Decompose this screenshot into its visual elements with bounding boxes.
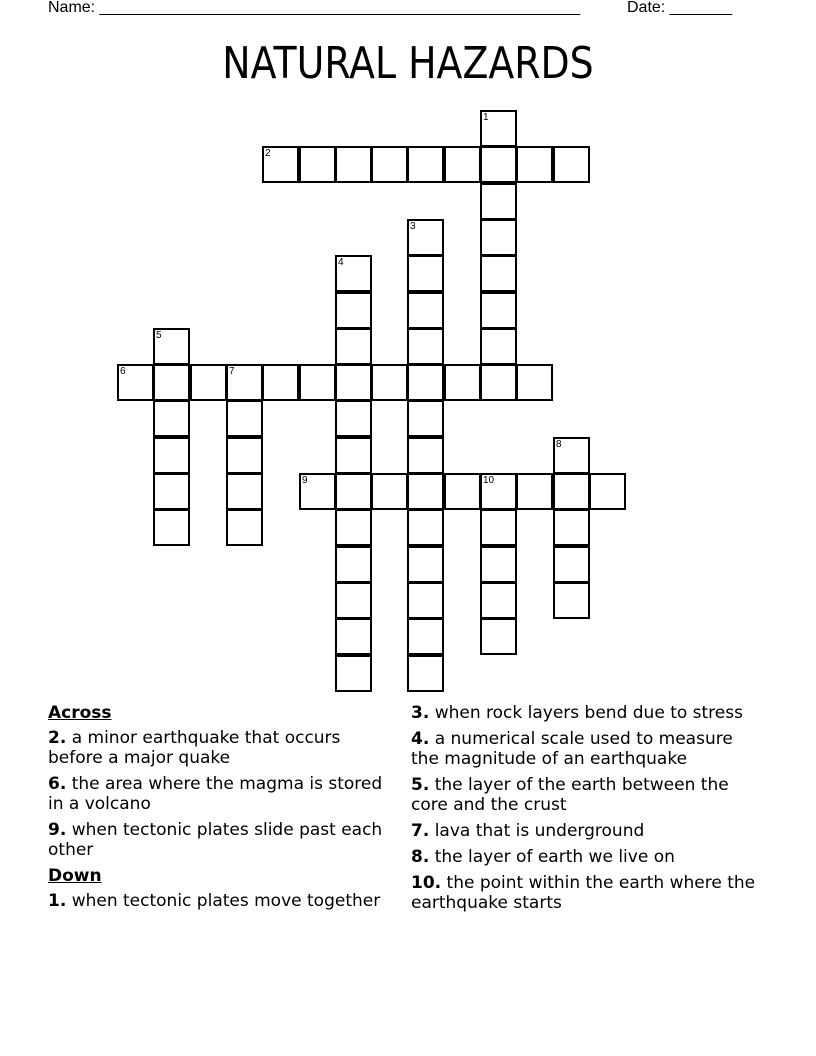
clue-down-10 bbox=[411, 873, 761, 913]
crossword-cell[interactable] bbox=[407, 473, 444, 510]
crossword-cell[interactable] bbox=[335, 582, 372, 619]
crossword-cell[interactable] bbox=[226, 364, 263, 401]
crossword-cell[interactable] bbox=[553, 509, 590, 546]
crossword-cell[interactable] bbox=[553, 582, 590, 619]
clue-across-6 bbox=[48, 774, 393, 814]
crossword-cell[interactable] bbox=[335, 437, 372, 474]
crossword-cell[interactable] bbox=[444, 473, 481, 510]
down-heading: Down bbox=[48, 866, 102, 886]
clue-text: the layer of the earth between the core and the crust bbox=[411, 775, 729, 815]
crossword-cell[interactable] bbox=[407, 509, 444, 546]
clue-number: 5. bbox=[411, 775, 430, 795]
crossword-cell[interactable] bbox=[299, 146, 336, 183]
crossword-cell[interactable] bbox=[226, 509, 263, 546]
crossword-cell[interactable] bbox=[480, 473, 517, 510]
crossword-cell[interactable] bbox=[335, 655, 372, 692]
clue-number: 9. bbox=[48, 820, 67, 840]
clue-number: 4. bbox=[411, 729, 430, 749]
across-heading: Across bbox=[48, 703, 112, 723]
clue-number-label: 5 bbox=[156, 330, 162, 341]
clue-down-8 bbox=[411, 847, 761, 867]
crossword-cell[interactable] bbox=[335, 255, 372, 292]
clue-across-9 bbox=[48, 820, 393, 860]
crossword-cell[interactable] bbox=[407, 292, 444, 329]
clues-column-right bbox=[411, 703, 761, 919]
clue-number: 8. bbox=[411, 847, 430, 867]
crossword-cell[interactable] bbox=[335, 473, 372, 510]
clue-text: the layer of earth we live on bbox=[434, 847, 675, 867]
clue-number-label: 8 bbox=[556, 439, 562, 450]
crossword-cell[interactable] bbox=[299, 364, 336, 401]
crossword-cell[interactable] bbox=[190, 364, 227, 401]
crossword-cell[interactable] bbox=[407, 655, 444, 692]
clue-text: when tectonic plates slide past each other bbox=[48, 820, 383, 860]
crossword-cell[interactable] bbox=[371, 146, 408, 183]
clue-across-2 bbox=[48, 728, 393, 768]
clue-number-label: 10 bbox=[483, 475, 495, 486]
crossword-cell[interactable] bbox=[407, 582, 444, 619]
crossword-cell[interactable] bbox=[407, 400, 444, 437]
crossword-cell[interactable] bbox=[226, 400, 263, 437]
crossword-cell[interactable] bbox=[553, 146, 590, 183]
crossword-cell[interactable] bbox=[335, 328, 372, 365]
crossword-cell[interactable] bbox=[480, 546, 517, 583]
clue-number: 1. bbox=[48, 891, 67, 911]
clue-number-label: 9 bbox=[302, 475, 308, 486]
crossword-cell[interactable] bbox=[516, 364, 553, 401]
crossword-cell[interactable] bbox=[480, 364, 517, 401]
clue-number: 2. bbox=[48, 728, 67, 748]
crossword-cell[interactable] bbox=[480, 219, 517, 256]
clue-number-label: 1 bbox=[483, 112, 489, 123]
crossword-cell[interactable] bbox=[480, 183, 517, 220]
crossword-cell[interactable] bbox=[335, 146, 372, 183]
crossword-cell[interactable] bbox=[117, 364, 154, 401]
clue-down-1 bbox=[48, 891, 393, 911]
clue-number-label: 4 bbox=[338, 257, 344, 268]
page-title: NATURAL HAZARDS bbox=[222, 38, 594, 89]
clue-number: 3. bbox=[411, 703, 430, 723]
crossword-cell[interactable] bbox=[153, 473, 190, 510]
crossword-cell[interactable] bbox=[407, 364, 444, 401]
clue-number-label: 7 bbox=[229, 366, 235, 377]
crossword-cell[interactable] bbox=[480, 509, 517, 546]
crossword-cell[interactable] bbox=[480, 328, 517, 365]
crossword-cell[interactable] bbox=[226, 473, 263, 510]
crossword-cell[interactable] bbox=[407, 146, 444, 183]
clue-text: a minor earthquake that occurs before a major quake bbox=[48, 728, 341, 768]
crossword-cell[interactable] bbox=[153, 437, 190, 474]
clue-number: 10. bbox=[411, 873, 442, 893]
crossword-cell[interactable] bbox=[153, 328, 190, 365]
clue-down-5 bbox=[411, 775, 761, 815]
clue-text: the area where the magma is stored in a volcano bbox=[48, 774, 383, 814]
crossword-cell[interactable] bbox=[407, 618, 444, 655]
clue-text: the point within the earth where the earthquake starts bbox=[411, 873, 756, 913]
crossword-cell[interactable] bbox=[153, 400, 190, 437]
clue-text: lava that is underground bbox=[434, 821, 645, 841]
crossword-cell[interactable] bbox=[335, 509, 372, 546]
crossword-cell[interactable] bbox=[480, 146, 517, 183]
crossword-cell[interactable] bbox=[335, 618, 372, 655]
clue-number-label: 2 bbox=[265, 148, 271, 159]
crossword-cell[interactable] bbox=[335, 400, 372, 437]
crossword-cell[interactable] bbox=[553, 437, 590, 474]
crossword-cell[interactable] bbox=[553, 473, 590, 510]
crossword-cell[interactable] bbox=[262, 364, 299, 401]
name-field-line[interactable]: Name: ______________________________________________________ bbox=[48, 0, 581, 16]
clue-number-label: 3 bbox=[410, 221, 416, 232]
crossword-cell[interactable] bbox=[299, 473, 336, 510]
crossword-cell[interactable] bbox=[407, 255, 444, 292]
clue-text: when rock layers bend due to stress bbox=[434, 703, 743, 723]
crossword-cell[interactable] bbox=[553, 546, 590, 583]
crossword-cell[interactable] bbox=[480, 110, 517, 147]
crossword-cell[interactable] bbox=[480, 292, 517, 329]
clue-down-4 bbox=[411, 729, 761, 769]
crossword-cell[interactable] bbox=[153, 509, 190, 546]
clue-number-label: 6 bbox=[120, 366, 126, 377]
crossword-cell[interactable] bbox=[480, 618, 517, 655]
crossword-cell[interactable] bbox=[335, 546, 372, 583]
clue-text: a numerical scale used to measure the magnitude of an earthquake bbox=[411, 729, 733, 769]
clues-column-left bbox=[48, 703, 393, 917]
crossword-cell[interactable] bbox=[371, 364, 408, 401]
crossword-cell[interactable] bbox=[480, 255, 517, 292]
crossword-cell[interactable] bbox=[335, 364, 372, 401]
crossword-cell[interactable] bbox=[589, 473, 626, 510]
crossword-cell[interactable] bbox=[153, 364, 190, 401]
date-field-line[interactable]: Date: _______ bbox=[627, 0, 732, 16]
crossword-cell[interactable] bbox=[407, 328, 444, 365]
clue-number: 7. bbox=[411, 821, 430, 841]
clue-down-7 bbox=[411, 821, 761, 841]
crossword-cell[interactable] bbox=[226, 437, 263, 474]
crossword-cell[interactable] bbox=[516, 473, 553, 510]
clue-down-3 bbox=[411, 703, 761, 723]
crossword-cell[interactable] bbox=[444, 364, 481, 401]
crossword-cell[interactable] bbox=[407, 219, 444, 256]
crossword-cell[interactable] bbox=[335, 292, 372, 329]
crossword-cell[interactable] bbox=[371, 473, 408, 510]
clue-text: when tectonic plates move together bbox=[71, 891, 381, 911]
crossword-cell[interactable] bbox=[444, 146, 481, 183]
clue-number: 6. bbox=[48, 774, 67, 794]
crossword-cell[interactable] bbox=[480, 582, 517, 619]
crossword-cell[interactable] bbox=[516, 146, 553, 183]
crossword-cell[interactable] bbox=[262, 146, 299, 183]
crossword-cell[interactable] bbox=[407, 437, 444, 474]
crossword-cell[interactable] bbox=[407, 546, 444, 583]
